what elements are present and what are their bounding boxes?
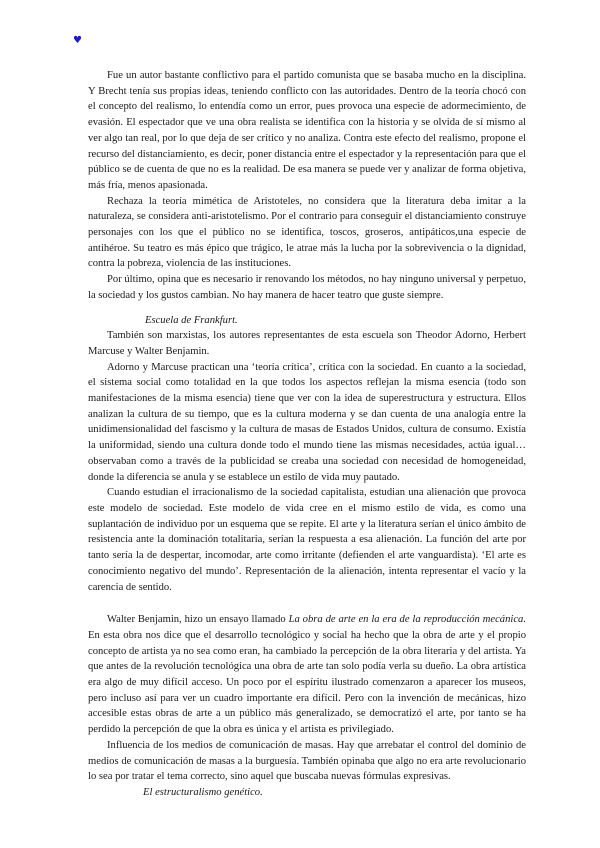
section-heading-frankfurt: Escuela de Frankfurt. — [145, 314, 238, 326]
paragraph-alienation: Cuando estudian el irracionalismo de la sociedad capitalista, estudian una alienación que provoca este modelo de sociedad. Este modelo de vida cree en el mismo estilo de vida, es como una suplantación de individuo por un esquema que se repite. El arte y la literatura serían el único ámbito de resistencia ante la dominación totalitaria, serían la respuesta a esa alienación. La función del arte por tanto sería la de despertar, incomodar, arte como irritante (defienden el arte vanguardista). ‘El arte es conocimiento negativo del mundo’. Representación de la alienación, intenta representar el vacío y la carencia de sentido. — [88, 487, 526, 593]
paragraph-brecht-aristotle: Rechaza la teoría mimética de Aristoteles, no considera que la literatura deba imitar a la naturaleza, se considera anti-aristotelismo. Por el contrario para conseguir el distanciamiento construye personajes con los que el público no se identifica, toscos, groseros, antipáticos,una especie de antihéroe. Su teatro es más épico que trágico, le atrae más la lucha por la sobrevivencia o la dignidad, contra la pobreza, violencia de las instituciones. — [88, 195, 526, 270]
paragraph-benjamin — [88, 612, 526, 738]
spacer — [88, 595, 526, 612]
benjamin-body-text: En esta obra nos dice que el desarrollo tecnológico y social ha hecho que la obra de arte y el propio concepto de artista ya no sea como eran, ha cambiado la percepción de la obra literaria y del artista. Ya que antes de la revolución tecnológica una obra de arte tan solo podía verla su dueño. La obra artística era algo de muy difícil acceso. Un poco por el espíritu ilustrado comenzaron a aparecer los museos, pero incluso así para ver un cuadro importante era difícil. Pero con la invención de mecánicas, hizo accesible estas obras de arte a un público más generalizado, se democratizó el arte, por tanto se ha perdido la percepción de que la obra es única y el artista es privilegiado. — [88, 629, 526, 736]
spacer — [88, 304, 526, 313]
section-heading-structuralism: El estructuralismo genético. — [143, 786, 263, 798]
paragraph-mass-media: Influencia de los medios de comunicación de masas. Hay que arrebatar el control del dominio de medios de comunicación de masas a la burguesía. También opinaba que algo no era arte revolucionario lo sea por tratar el tema correcto, sino aquel que buscaba nuevas fórmulas expresivas. — [88, 739, 526, 783]
document-body — [88, 68, 526, 801]
essay-title: La obra de arte en la era de la reproducción mecánica. — [288, 614, 526, 626]
paragraph-frankfurt-authors: También son marxistas, los autores representantes de esta escuela son Theodor Adorno, Herbert Marcuse y Walter Benjamin. — [88, 330, 526, 357]
benjamin-lead-text: Walter Benjamin, hizo un ensayo llamado — [107, 614, 289, 626]
paragraph-brecht-methods: Por último, opina que es necesario ir renovando los métodos, no hay ninguno universal y perpetuo, la sociedad y los gustos cambian. No hay manera de hacer teatro que guste siempre. — [88, 274, 526, 301]
heart-bullet-icon: ♥ — [73, 35, 82, 46]
paragraph-brecht-realism: Fue un autor bastante conflictivo para el partido comunista que se basaba mucho en la disciplina. Y Brecht tenía sus propias ideas, teniendo conflicto con las autoridades. Dentro de la teoría chocó con el concepto del realismo, lo entendía como un error, pues provoca una especie de adormecimiento, de evasión. El espectador que ve una obra realista se identifica con la historia y se olvida de sí mismo al ver algo tan real, por lo que deja de ser crítico y no analiza. Contra este efecto del realismo, propone el recurso del distanciamiento, es decir, poner distancia entre el espectador y la representación para que el público se de cuenta de que no es la realidad. De esa manera se puede ver y analizar de forma objetiva, más fría, menos apasionada. — [88, 70, 526, 191]
paragraph-critical-theory: Adorno y Marcuse practican una ‘teoría crítica’, crítica con la sociedad. En cuanto a la sociedad, el sistema social como totalidad en la que todos los aspectos reflejan la misma esencia (todo son manifestaciones de la misma esencia) tiene que ver con la idea de superestructura y estructura. Ellos analizan la cultura de su tiempo, que es la cultura moderna y se dan cuenta de una analogía entre la unidimensionalidad del fascismo y la cultura de masas de Estados Unidos, cultura de consumo. Existía la uniformidad, siendo una cultura donde todo el mundo tiene las mismas necesidades, actúa igual… observaban como a través de la publicidad se creaba una sociedad con necesidad de homogeneidad, donde la diferencia se anula y se establece un estilo de vida muy pautado. — [88, 361, 526, 483]
